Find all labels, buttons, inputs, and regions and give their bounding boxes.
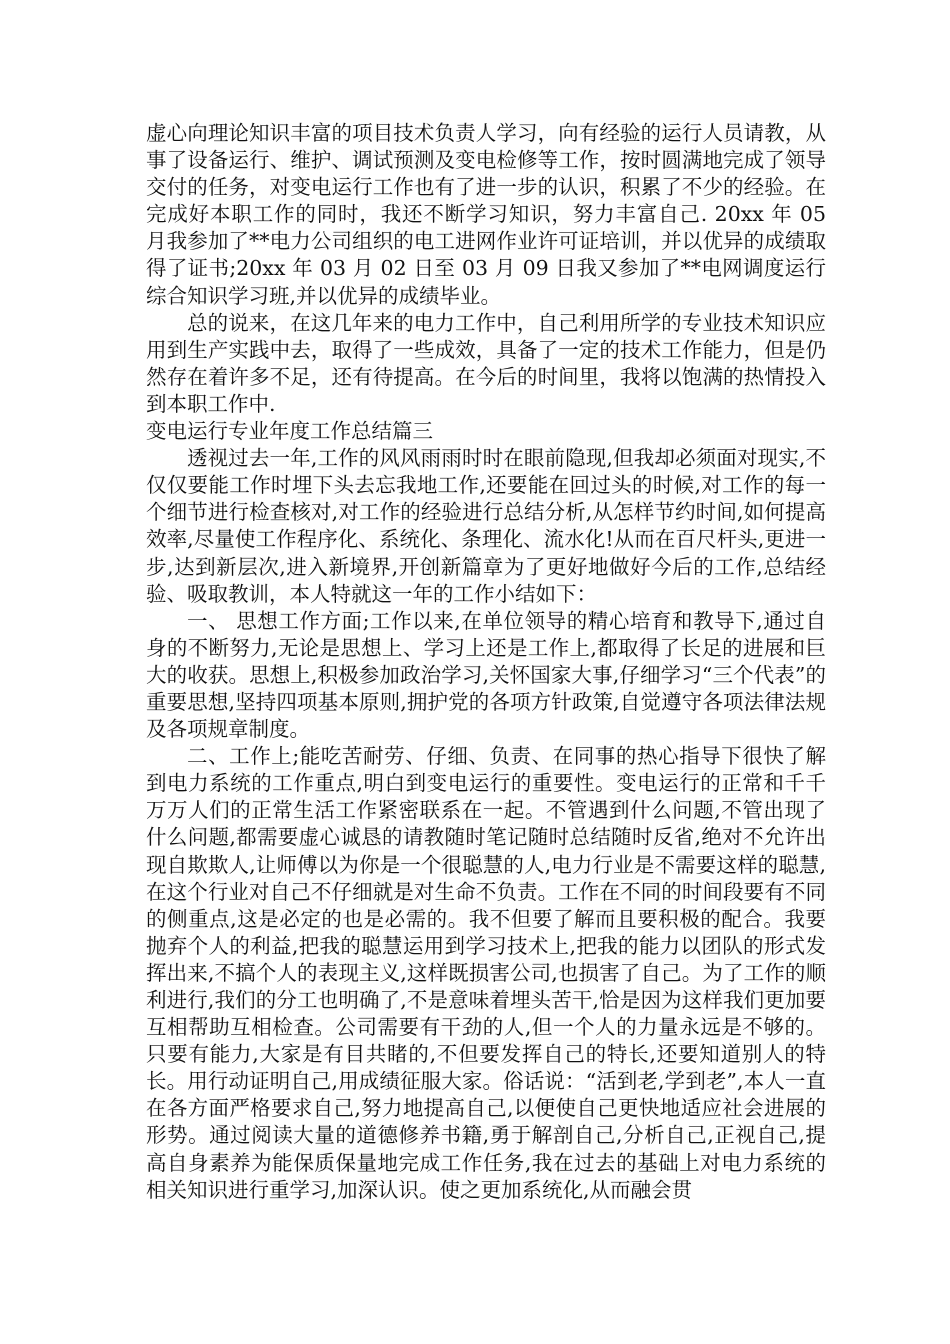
section-heading: 变电运行专业年度工作总结篇三 — [146, 419, 433, 444]
document-page — [146, 120, 826, 1204]
paragraph-intro: 透视过去一年,工作的风风雨雨时时在眼前隐现,但我却必须面对现实,不仅仅要能工作时埋下头去忘我地工作,还要能在回过头的时候,对工作的每一个细节进行检查核对,对工作的经验进行总结分析,从怎样节约时间,如何提高效率,尽量使工作程序化、系统化、条理化、流水化!从而在百尺杆头,更进一步,达到新层次,进入新境界,开创新篇章为了更好地做好今后的工作,总结经验、吸取教训，本人特就这一年的工作小结如下： — [146, 446, 826, 606]
paragraph-study-experience: 虚心向理论知识丰富的项目技术负责人学习，向有经验的运行人员请教，从事了设备运行、维护、调试预测及变电检修等工作，按时圆满地完成了领导交付的任务，对变电运行工作也有了进一步的认识，积累了不少的经验。在完成好本职工作的同时，我还不断学习知识，努力丰富自己. 20xx 年 05 月我参加了**电力公司组织的电工进网作业许可证培训，并以优异的成绩取得了证书;20xx 年 03 月 02 日至 03 月 09 日我又参加了**电网调度运行综合知识学习班,并以优异的成绩毕业。 — [146, 121, 826, 308]
paragraph-work: 二、工作上;能吃苦耐劳、仔细、负责、在同事的热心指导下很快了解到电力系统的工作重点,明白到变电运行的重要性。变电运行的正常和千千万万人们的正常生活工作紧密联系在一起。不管遇到什么问题,不管出现了什么问题,都需要虚心诚恳的请教随时笔记随时总结随时反省,绝对不允许出现自欺欺人,让师傅以为你是一个很聪慧的人,电力行业是不需要这样的聪慧,在这个行业对自己不仔细就是对生命不负责。工作在不同的时间段要有不同的侧重点,这是必定的也是必需的。我不但要了解而且要积极的配合。我要抛弃个人的利益,把我的聪慧运用到学习技术上,把我的能力以团队的形式发挥出来,不搞个人的表现主义,这样既损害公司,也损害了自己。为了工作的顺利进行,我们的分工也明确了,不是意味着埋头苦干,恰是因为这样我们更加要互相帮助互相检查。公司需要有干劲的人,但一个人的力量永远是不够的。只要有能力,大家是有目共睹的,不但要发挥自己的特长,还要知道别人的特长。用行动证明自己,用成绩征服大家。俗话说：“活到老,学到老”,本人一直在各方面严格要求自己,努力地提高自己,以便使自己更快地适应社会进展的形势。通过阅读大量的道德修养书籍,勇于解剖自己,分析自己,正视自己,提高自身素养为能保质保量地完成工作任务,我在过去的基础上对电力系统的相关知识进行重学习,加深认识。使之更加系统化,从而融会贯 — [146, 744, 826, 1202]
paragraph-ideology: 一、 思想工作方面;工作以来,在单位领导的精心培育和教导下,通过自身的不断努力,无论是思想上、学习上还是工作上,都取得了长足的进展和巨大的收获。思想上,积极参加政治学习,关怀国家大事,仔细学习“三个代表”的重要思想,坚持四项基本原则,拥护党的各项方针政策,自觉遵守各项法律法规及各项规章制度。 — [146, 608, 826, 742]
paragraph-summary: 总的说来，在这几年来的电力工作中，自己利用所学的专业技术知识应用到生产实践中去，取得了一些成效，具备了一定的技术工作能力，但是仍然存在着许多不足，还有待提高。在今后的时间里，我将以饱满的热情投入到本职工作中. — [146, 310, 826, 416]
